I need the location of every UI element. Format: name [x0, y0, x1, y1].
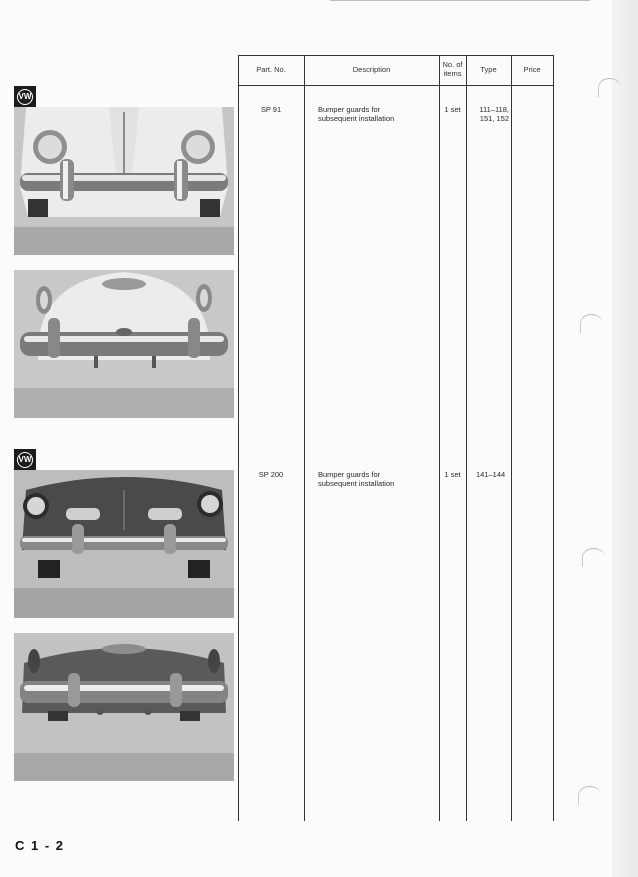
vw-logo-mark: VW — [17, 452, 33, 468]
type-line: 111–118, — [479, 105, 509, 114]
binder-hole — [578, 786, 601, 805]
table-row-1-part-no: SP 91 — [260, 105, 282, 114]
type-line: 141–144 — [476, 470, 506, 479]
photo-beetle-front-bumper-guards — [14, 107, 234, 255]
table-rule — [304, 55, 305, 821]
vw-logo-mark: VW — [17, 89, 33, 105]
vw-logo-icon — [14, 449, 36, 471]
header-no-of-items — [439, 55, 466, 85]
binder-hole — [598, 78, 621, 97]
description-line: Bumper guards for — [318, 470, 381, 479]
binder-hole — [580, 314, 603, 333]
description-line: subsequent installation — [318, 479, 395, 489]
table-row-1-type — [466, 105, 509, 124]
top-rule — [330, 0, 590, 1]
header-type: Type — [480, 64, 497, 74]
photo-karmann-ghia-front-bumper-guards — [14, 470, 234, 618]
table-rule — [466, 55, 467, 821]
type-line: 151, 152 — [479, 114, 509, 124]
description-line: subsequent installation — [318, 114, 395, 124]
table-rule — [511, 55, 512, 821]
page-edge-shadow — [612, 0, 638, 877]
header-no-of-items-line2: items — [443, 69, 462, 78]
table-row-2-type — [476, 470, 511, 479]
page-code: C 1 - 2 — [15, 838, 65, 853]
parts-table — [238, 55, 554, 821]
photo-karmann-ghia-rear-bumper-guards — [14, 633, 234, 781]
header-description: Description — [352, 64, 391, 74]
vw-logo-icon — [14, 86, 36, 108]
table-rule — [238, 55, 239, 821]
table-row-1-items: 1 set — [444, 105, 461, 114]
header-no-of-items-line1: No. of — [442, 60, 463, 70]
description-line: Bumper guards for — [318, 105, 381, 114]
table-rule — [553, 55, 554, 821]
table-rule — [238, 85, 554, 86]
photo-beetle-rear-bumper-guards — [14, 270, 234, 418]
header-price: Price — [523, 64, 541, 74]
table-row-2-part-no: SP 200 — [258, 470, 284, 479]
table-row-2-items: 1 set — [444, 470, 461, 479]
table-row-1-description — [318, 105, 436, 124]
table-row-2-description — [318, 470, 436, 489]
binder-hole — [582, 548, 605, 567]
header-part-no: Part. No. — [256, 64, 286, 74]
table-rule — [439, 55, 440, 821]
